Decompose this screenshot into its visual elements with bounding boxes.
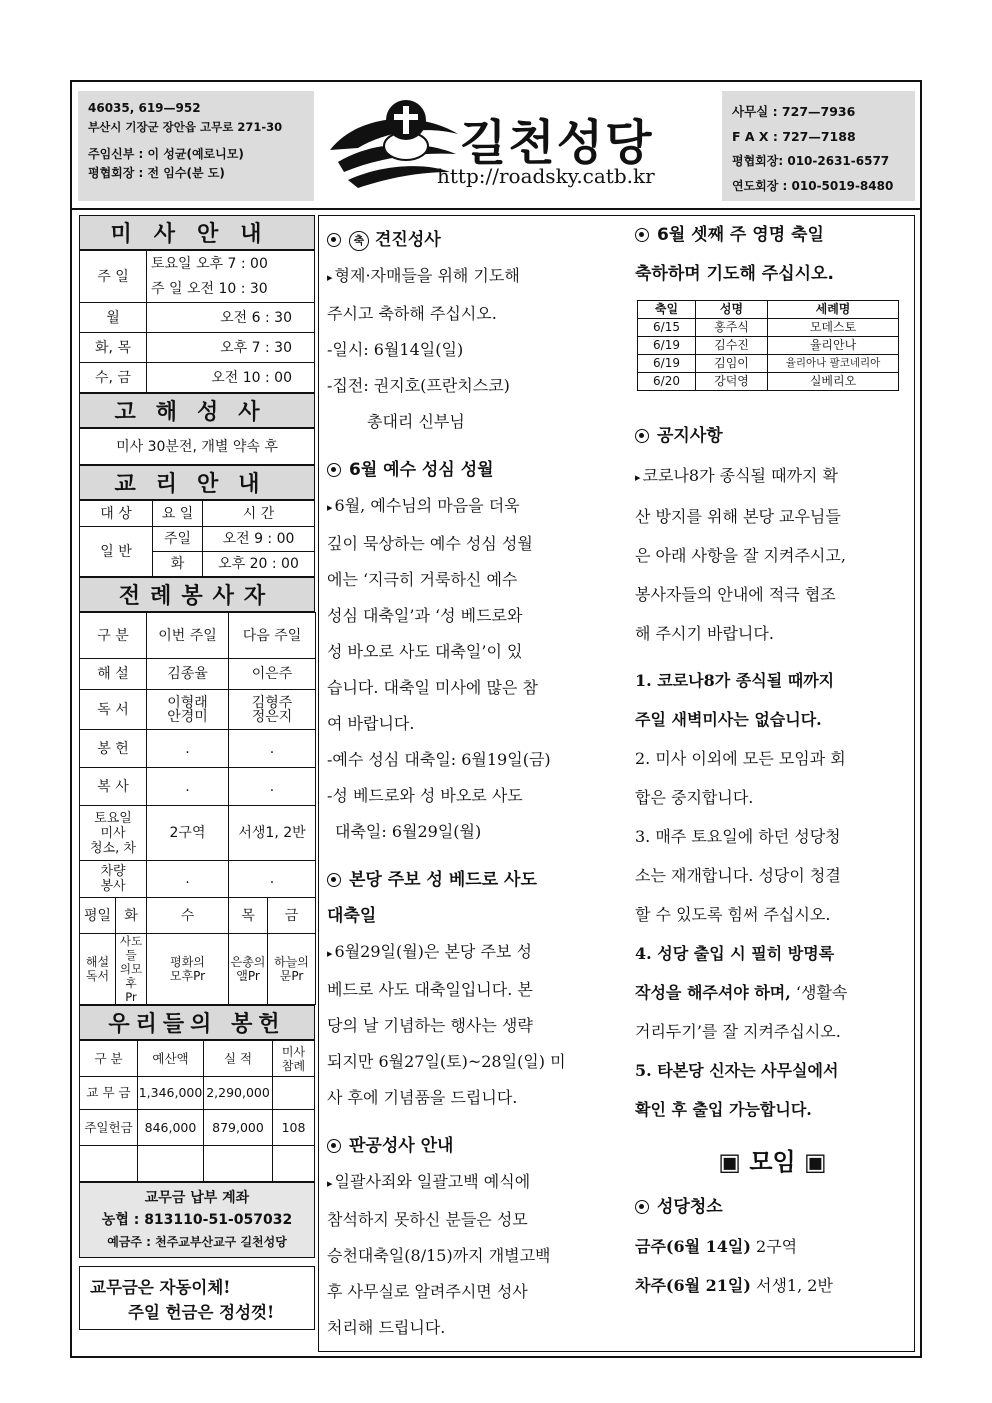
mass-table [79, 250, 315, 393]
cleaning-next-week: 차주(6월 21일) 서생1, 2반 [635, 1276, 833, 1295]
notice-line: 코로나8가 종식될 때까지 확 [642, 466, 838, 485]
offering-budget: 846,000 [138, 1110, 204, 1146]
patron-line: 당의 날 기념하는 행사는 생략 [327, 1016, 533, 1035]
feast-date: 6/15 [638, 319, 696, 337]
catechism-time: 오전 9 : 00 [203, 527, 315, 552]
notice-item: 2. 미사 이외에 모든 모임과 회 [635, 749, 846, 768]
notice-item: 확인 후 출입 가능합니다. [635, 1100, 812, 1119]
patron-line: 되지만 6월27일(토)~28일(일) 미 [327, 1052, 566, 1071]
notice-item: 소는 재개합니다. 성당이 청결 [635, 866, 841, 885]
notice-heading: 공지사항 [635, 417, 910, 456]
offering-header: 미사 참례 [273, 1041, 315, 1077]
weekday-role: 해설 독서 [80, 934, 116, 1005]
weekday-value: 은총의 앨Pr [229, 934, 268, 1005]
bullet-icon [635, 1200, 649, 1214]
offering-title: 우리들의 봉헌 [79, 1005, 315, 1040]
notice-item: 주일 새벽미사는 없습니다. [635, 710, 822, 729]
patron-heading-2: 대축일 [327, 906, 377, 926]
triangle-icon: ▸ [635, 471, 641, 484]
sacred-heart-heading: 6월 예수 성심 성월 [327, 452, 607, 488]
address: 부산시 기장군 장안읍 고무로 271-30 [88, 120, 283, 134]
server-next: 김형주 정은지 [229, 690, 316, 730]
server-role: 독 서 [80, 690, 147, 730]
weekday-header: 금 [268, 898, 316, 934]
offering-budget: 1,346,000 [138, 1077, 204, 1110]
triangle-icon: ▸ [327, 947, 333, 960]
council-phone: 평협회장: 010-2631-6577 [732, 154, 890, 168]
penance-line: 후 사무실로 알려주시면 성사 [327, 1282, 528, 1301]
catechism-title: 교리안내 [79, 465, 315, 500]
servers-header: 다음 주일 [229, 613, 316, 659]
bullet-icon [327, 463, 341, 477]
catechism-day: 주일 [153, 527, 203, 552]
sacred-heart-line: -성 베드로와 성 바오로 사도 [327, 786, 523, 805]
mass-time: 오후 7 : 30 [147, 333, 315, 363]
server-this: . [147, 768, 229, 806]
cleaning-heading: 성당청소 [635, 1188, 910, 1227]
penance-line: 승천대축일(8/15)까지 개별고백 [327, 1246, 551, 1265]
feast-header: 축일 [638, 301, 696, 319]
server-role: 복 사 [80, 768, 147, 806]
notice-item: 3. 매주 토요일에 하던 성당청 [635, 827, 841, 846]
bullet-icon [327, 233, 341, 247]
sacred-heart-line: 깊이 묵상하는 예수 성심 성월 [327, 534, 533, 553]
weekday-header: 수 [147, 898, 229, 934]
feast-name: 김수진 [696, 337, 768, 355]
confirmation-line: -일시: 6월14일(일) [327, 340, 464, 359]
catechism-header: 대 상 [80, 501, 153, 527]
sacred-heart-line: 성 바오로 사도 대축일’이 있 [327, 642, 523, 661]
sacred-heart-line: 6월, 예수님의 마음을 더욱 [334, 496, 520, 515]
server-role: 토요일 미사 청소, 차 [80, 806, 147, 861]
account-holder: 예금주 : 천주교부산교구 길천성당 [107, 1235, 287, 1249]
server-this: 김종율 [147, 659, 229, 690]
feast-baptismal: 율리안나 [768, 337, 899, 355]
council-president: 평협회장 : 전 임수(분 도) [88, 166, 225, 180]
website-url[interactable]: http://roadsky.catb.kr [437, 164, 655, 188]
notice-line: 산 방지를 위해 본당 교우님들 [635, 507, 841, 526]
feast-name: 김임이 [696, 355, 768, 373]
church-name: 길천성당 [460, 115, 654, 171]
feast-name: 홍주식 [696, 319, 768, 337]
column-right [635, 216, 910, 1305]
feast-date: 6/20 [638, 373, 696, 391]
bullet-icon [635, 429, 649, 443]
catechism-header: 요 일 [153, 501, 203, 527]
account-number: 농협 : 813110-51-057032 [101, 1212, 293, 1228]
notice-item: 1. 코로나8가 종식될 때까지 [635, 671, 835, 690]
column-middle [327, 222, 607, 1346]
feast-heading-2: 축하하며 기도해 주십시오. [635, 264, 834, 284]
penance-line: 처리해 드립니다. [327, 1318, 446, 1337]
cleaning-this-week: 금주(6월 14일) 2구역 [635, 1237, 798, 1256]
offering-table [79, 1040, 315, 1182]
server-this: 2구역 [147, 806, 229, 861]
feast-date: 6/19 [638, 337, 696, 355]
notice-item: 4. 성당 출입 시 필히 방명록 [635, 944, 835, 963]
office-phone: 사무실 : 727—7936 [732, 104, 856, 119]
sacred-heart-line: 성심 대축일’과 ‘성 베드로와 [327, 606, 523, 625]
servers-header: 이번 주일 [147, 613, 229, 659]
mass-day: 수, 금 [80, 363, 147, 393]
weekday-header: 목 [229, 898, 268, 934]
sacred-heart-line: 여 바랍니다. [327, 714, 415, 733]
mass-time: 오전 6 : 30 [147, 303, 315, 333]
bullet-icon [327, 873, 341, 887]
catechism-table [79, 500, 315, 577]
patron-heading: 본당 주보 성 베드로 사도 [327, 862, 607, 898]
offering-actual: 879,000 [204, 1110, 273, 1146]
feast-baptismal: 율리아나 팔코네리아 [768, 355, 899, 373]
server-next: 이은주 [229, 659, 316, 690]
weekday-value: 사도들 의모후 Pr [116, 934, 147, 1005]
contact-info [722, 91, 915, 201]
confirmation-heading: 축 견진성사 [327, 222, 607, 258]
notice-line: 해 주시기 바랍니다. [635, 624, 774, 643]
weekday-value: 하늘의 문Pr [268, 934, 316, 1005]
offering-header: 구 분 [80, 1041, 138, 1077]
triangle-icon: ▸ [327, 1177, 333, 1190]
weekday-header: 평일 [80, 898, 116, 934]
confession-text: 미사 30분전, 개별 약속 후 [80, 429, 315, 465]
server-role: 차량 봉사 [80, 861, 147, 898]
server-role: 봉 헌 [80, 730, 147, 768]
catechism-header: 시 간 [203, 501, 315, 527]
notice-line: 봉사자들의 안내에 적극 협조 [635, 585, 836, 604]
mass-sunday-line: 토요일 오후 7 : 00 [151, 255, 268, 272]
mass-title: 미사안내 [79, 215, 315, 250]
weekday-header: 화 [116, 898, 147, 934]
sacred-heart-line: 대축일: 6월29일(월) [335, 822, 482, 841]
triangle-icon: ▸ [327, 501, 333, 514]
servers-header: 구 분 [80, 613, 147, 659]
feast-baptismal: 모데스토 [768, 319, 899, 337]
servers-title: 전례봉사자 [79, 577, 315, 612]
feast-header: 세례명 [768, 301, 899, 319]
bullet-icon [635, 228, 649, 242]
server-next: . [229, 861, 316, 898]
mass-day: 화, 목 [80, 333, 147, 363]
offering-label: 교 무 금 [80, 1077, 138, 1110]
penance-line: 참석하지 못하신 분들은 성모 [327, 1210, 528, 1229]
server-this: 이형래 안경미 [147, 690, 229, 730]
confirmation-line: 주시고 축하해 주십시오. [327, 304, 497, 323]
patron-line: 베드로 사도 대축일입니다. 본 [327, 980, 533, 999]
slogan [79, 1266, 315, 1330]
attendance-count: 108 [273, 1110, 315, 1146]
header-info [78, 91, 314, 201]
association-phone: 연도회장 : 010-5019-8480 [732, 179, 894, 193]
feast-heading: 6월 셋째 주 영명 축일 [635, 216, 910, 255]
feast-name: 강덕영 [696, 373, 768, 391]
mass-sunday-label: 주 일 [80, 251, 147, 303]
postal-code: 46035, 619—952 [88, 101, 201, 115]
server-this: . [147, 861, 229, 898]
confirmation-line: -집전: 권지호(프란치스코) [327, 376, 510, 395]
confirmation-line: 총대리 신부님 [367, 412, 465, 431]
sacred-heart-line: 습니다. 대축일 미사에 많은 참 [327, 678, 538, 697]
notice-item: 합은 중지합니다. [635, 788, 754, 807]
feast-baptismal: 실베리오 [768, 373, 899, 391]
server-next: . [229, 730, 316, 768]
sacred-heart-line: 에는 ‘지극히 거룩하신 예수 [327, 570, 518, 589]
feast-date: 6/19 [638, 355, 696, 373]
penance-line: 일괄사죄와 일괄고백 예식에 [334, 1172, 531, 1191]
feast-table [637, 300, 899, 391]
notice-item: 5. 타본당 신자는 사무실에서 [635, 1061, 839, 1080]
pastor: 주임신부 : 이 성균(예로니모) [88, 147, 244, 161]
offering-label: 주일헌금 [80, 1110, 138, 1146]
offering-actual: 2,290,000 [204, 1077, 273, 1110]
account-info [79, 1182, 315, 1258]
meeting-title: ▣ 모임 ▣ [718, 1148, 827, 1176]
server-this: . [147, 730, 229, 768]
offering-header: 예산액 [138, 1041, 204, 1077]
confirmation-line: 형제·자매들을 위해 기도해 [334, 266, 520, 285]
offering-header: 실 적 [204, 1041, 273, 1077]
catechism-group: 일 반 [80, 527, 153, 577]
feast-header: 성명 [696, 301, 768, 319]
notice-item: 거리두기’를 잘 지켜주십시오. [635, 1022, 841, 1041]
bullet-icon [327, 1139, 341, 1153]
server-next: 서생1, 2반 [229, 806, 316, 861]
sidebar [79, 215, 315, 1330]
slogan-line: 주일 헌금은 정성껏! [128, 1303, 275, 1322]
confession-title: 고해성사 [79, 393, 315, 428]
mass-sunday-line: 주 일 오전 10 : 30 [151, 280, 268, 297]
slogan-line: 교무금은 자동이체! [90, 1278, 231, 1297]
notice-item: 작성을 해주셔야 하며, ‘생활속 [635, 983, 848, 1002]
catechism-time: 오후 20 : 00 [203, 552, 315, 577]
server-role: 해 설 [80, 659, 147, 690]
fax-number: F A X : 727—7188 [732, 129, 856, 144]
server-next: . [229, 768, 316, 806]
account-title: 교무금 납부 계좌 [144, 1190, 250, 1206]
patron-line: 사 후에 기념품을 드립니다. [327, 1088, 518, 1107]
notice-line: 은 아래 사항을 잘 지켜주시고, [635, 546, 846, 565]
sacred-heart-line: -예수 성심 대축일: 6월19일(금) [327, 750, 551, 769]
mass-day: 월 [80, 303, 147, 333]
weekday-value: 평화의 모후Pr [147, 934, 229, 1005]
notice-item: 할 수 있도록 힘써 주십시오. [635, 905, 831, 924]
patron-line: 6월29일(월)은 본당 주보 성 [334, 942, 532, 961]
header-divider [70, 208, 922, 210]
servers-table [79, 612, 316, 1005]
penance-heading: 판공성사 안내 [327, 1128, 607, 1164]
catechism-day: 화 [153, 552, 203, 577]
celebration-badge-icon: 축 [349, 231, 369, 251]
triangle-icon: ▸ [327, 271, 333, 284]
mass-time: 오전 10 : 00 [147, 363, 315, 393]
